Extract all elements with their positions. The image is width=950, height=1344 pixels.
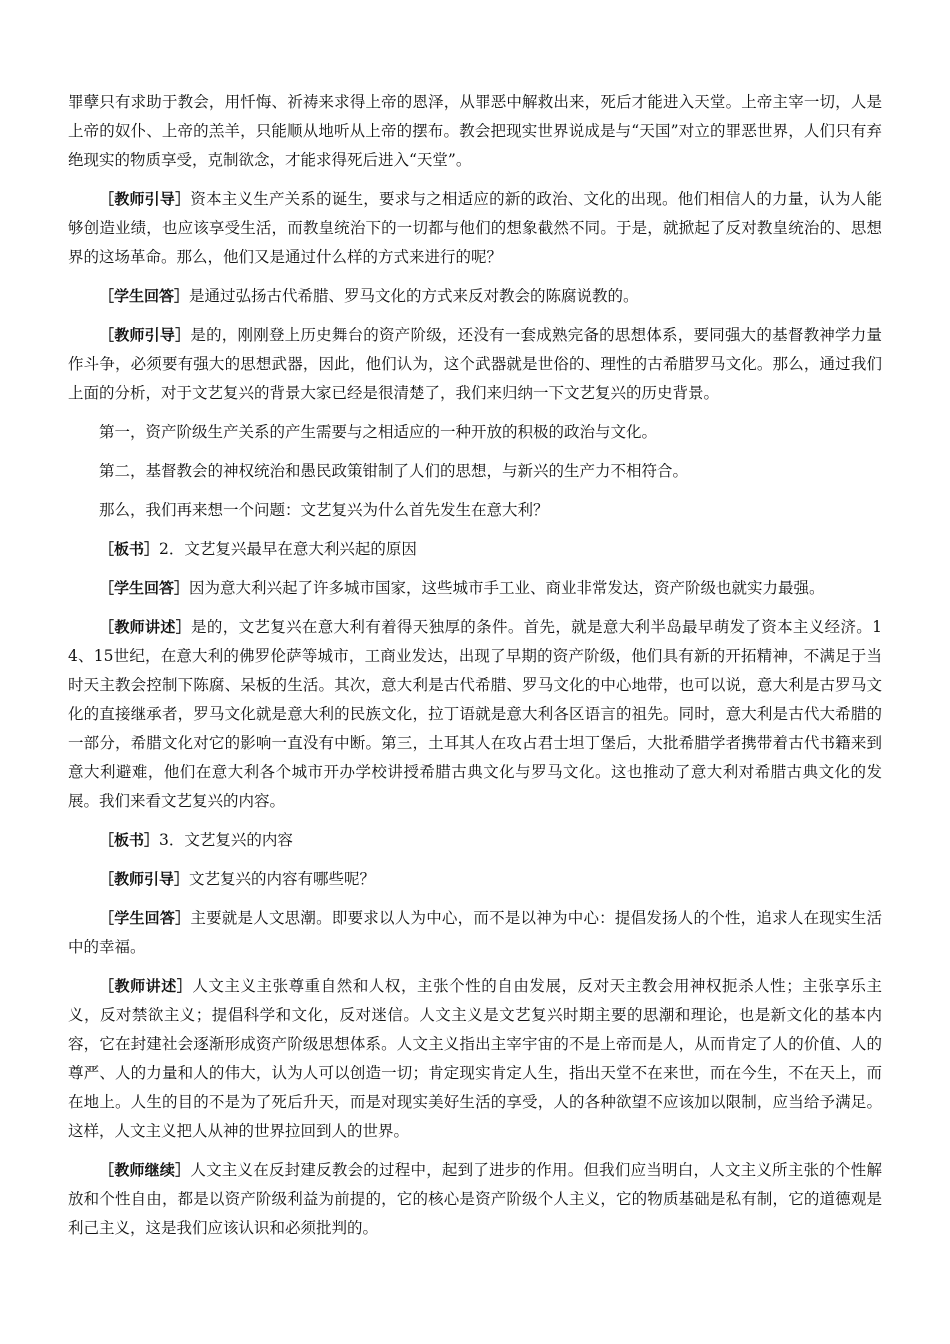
paragraph-text: 因为意大利兴起了许多城市国家，这些城市手工业、商业非常发达，资产阶级也就实力最强。: [189, 579, 825, 597]
paragraph-text: 3．文艺复兴的内容: [159, 831, 293, 849]
paragraph-point-two: [68, 457, 882, 486]
paragraph-text: 第二，基督教会的神权统治和愚民政策钳制了人们的思想，与新兴的生产力不相符合。: [99, 462, 689, 480]
paragraph-text: 罪孽只有求助于教会，用忏悔、祈祷来求得上帝的恩泽，从罪恶中解救出来，死后才能进入天堂。上帝主宰一切，人是上帝的奴仆、上帝的羔羊，只能顺从地听从上帝的摆布。教会把现实世界说成是与“天国”对立的罪恶世界，人们只有弃绝现实的物质享受，克制欲念，才能求得死后进入“天堂”。: [68, 93, 882, 169]
paragraph-text: 人文主义主张尊重自然和人权，主张个性的自由发展，反对天主教会用神权扼杀人性；主张享乐主义，反对禁欲主义；提倡科学和文化，反对迷信。人文主义是文艺复兴时期主要的思潮和理论，也是新文化的基本内容，它在封建社会逐渐形成资产阶级思想体系。人文主义指出主宰宇宙的不是上帝而是人，从而肯定了人的价值、人的尊严、人的力量和人的伟大，认为人可以创造一切；肯定现实肯定人生，指出天堂不在来世，而在今生，不在天上，而在地上。人生的目的不是为了死后升天，而是对现实美好生活的享受，人的各种欲望不应该加以限制，应当给予满足。这样，人文主义把人从神的世界拉回到人的世界。: [68, 977, 882, 1140]
paragraph-blackboard: [68, 826, 882, 855]
paragraph-text: 那么，我们再来想一个问题：文艺复兴为什么首先发生在意大利？: [99, 501, 549, 519]
paragraph-question: [68, 496, 882, 525]
role-tag: ［教师引导］: [99, 326, 191, 344]
paragraph-teacher-guide: [68, 321, 882, 408]
paragraph-teacher-lecture: [68, 613, 882, 816]
paragraph-text: 第一，资产阶级生产关系的产生需要与之相适应的一种开放的积极的政治与文化。: [99, 423, 658, 441]
paragraph-teacher-guide: [68, 185, 882, 272]
paragraph-teacher-guide: [68, 865, 882, 894]
paragraph-text: 是通过弘扬古代希腊、罗马文化的方式来反对教会的陈腐说教的。: [189, 287, 639, 305]
paragraph-blackboard: [68, 535, 882, 564]
paragraph-text: 是的，刚刚登上历史舞台的资产阶级，还没有一套成熟完备的思想体系，要同强大的基督教神学力量作斗争，必须要有强大的思想武器，因此，他们认为，这个武器就是世俗的、理性的古希腊罗马文化。那么，通过我们上面的分析，对于文艺复兴的背景大家已经是很清楚了，我们来归纳一下文艺复兴的历史背景。: [68, 326, 882, 402]
paragraph-student-answer: [68, 904, 882, 962]
paragraph-student-answer: [68, 574, 882, 603]
paragraph-teacher-lecture: [68, 972, 882, 1146]
paragraph-text: 是的，文艺复兴在意大利有着得天独厚的条件。首先，就是意大利半岛最早萌发了资本主义经济。14、15世纪，在意大利的佛罗伦萨等城市，工商业发达，出现了早期的资产阶级，他们具有新的开拓精神，不满足于当时天主教会控制下陈腐、呆板的生活。其次，意大利是古代希腊、罗马文化的中心地带，也可以说，意大利是古罗马文化的直接继承者，罗马文化就是意大利的民族文化，拉丁语就是意大利各区语言的祖先。同时，意大利是古代大希腊的一部分，希腊文化对它的影响一直没有中断。第三，土耳其人在攻占君士坦丁堡后，大批希腊学者携带着古代书籍来到意大利避难，他们在意大利各个城市开办学校讲授希腊古典文化与罗马文化。这也推动了意大利对希腊古典文化的发展。我们来看文艺复兴的内容。: [68, 618, 882, 810]
role-tag: ［教师继续］: [99, 1161, 191, 1179]
paragraph-point-one: [68, 418, 882, 447]
document-page: [68, 88, 882, 1253]
paragraph-text: 文艺复兴的内容有哪些呢？: [189, 870, 376, 888]
role-tag: ［板书］: [99, 540, 160, 558]
role-tag: ［学生回答］: [99, 909, 191, 927]
role-tag: ［学生回答］: [99, 579, 190, 597]
paragraph-text: 资本主义生产关系的诞生，要求与之相适应的新的政治、文化的出现。他们相信人的力量，认为人能够创造业绩，也应该享受生活，而教皇统治下的一切都与他们的想象截然不同。于是，就掀起了反对教皇统治的、思想界的这场革命。那么，他们又是通过什么样的方式来进行的呢？: [68, 190, 882, 266]
role-tag: ［板书］: [99, 831, 160, 849]
paragraph-teacher-continue: [68, 1156, 882, 1243]
role-tag: ［学生回答］: [99, 287, 190, 305]
paragraph-text: 主要就是人文思潮。即要求以人为中心，而不是以神为中心：提倡发扬人的个性，追求人在现实生活中的幸福。: [68, 909, 882, 956]
paragraph-intro: [68, 88, 882, 175]
role-tag: ［教师讲述］: [99, 618, 192, 636]
paragraph-text: 人文主义在反封建反教会的过程中，起到了进步的作用。但我们应当明白，人文主义所主张的个性解放和个性自由，都是以资产阶级利益为前提的，它的核心是资产阶级个人主义，它的物质基础是私有制，它的道德观是利己主义，这是我们应该认识和必须批判的。: [68, 1161, 882, 1237]
paragraph-student-answer: [68, 282, 882, 311]
role-tag: ［教师讲述］: [99, 977, 193, 995]
role-tag: ［教师引导］: [99, 870, 190, 888]
paragraph-text: 2．文艺复兴最早在意大利兴起的原因: [159, 540, 417, 558]
role-tag: ［教师引导］: [99, 190, 191, 208]
